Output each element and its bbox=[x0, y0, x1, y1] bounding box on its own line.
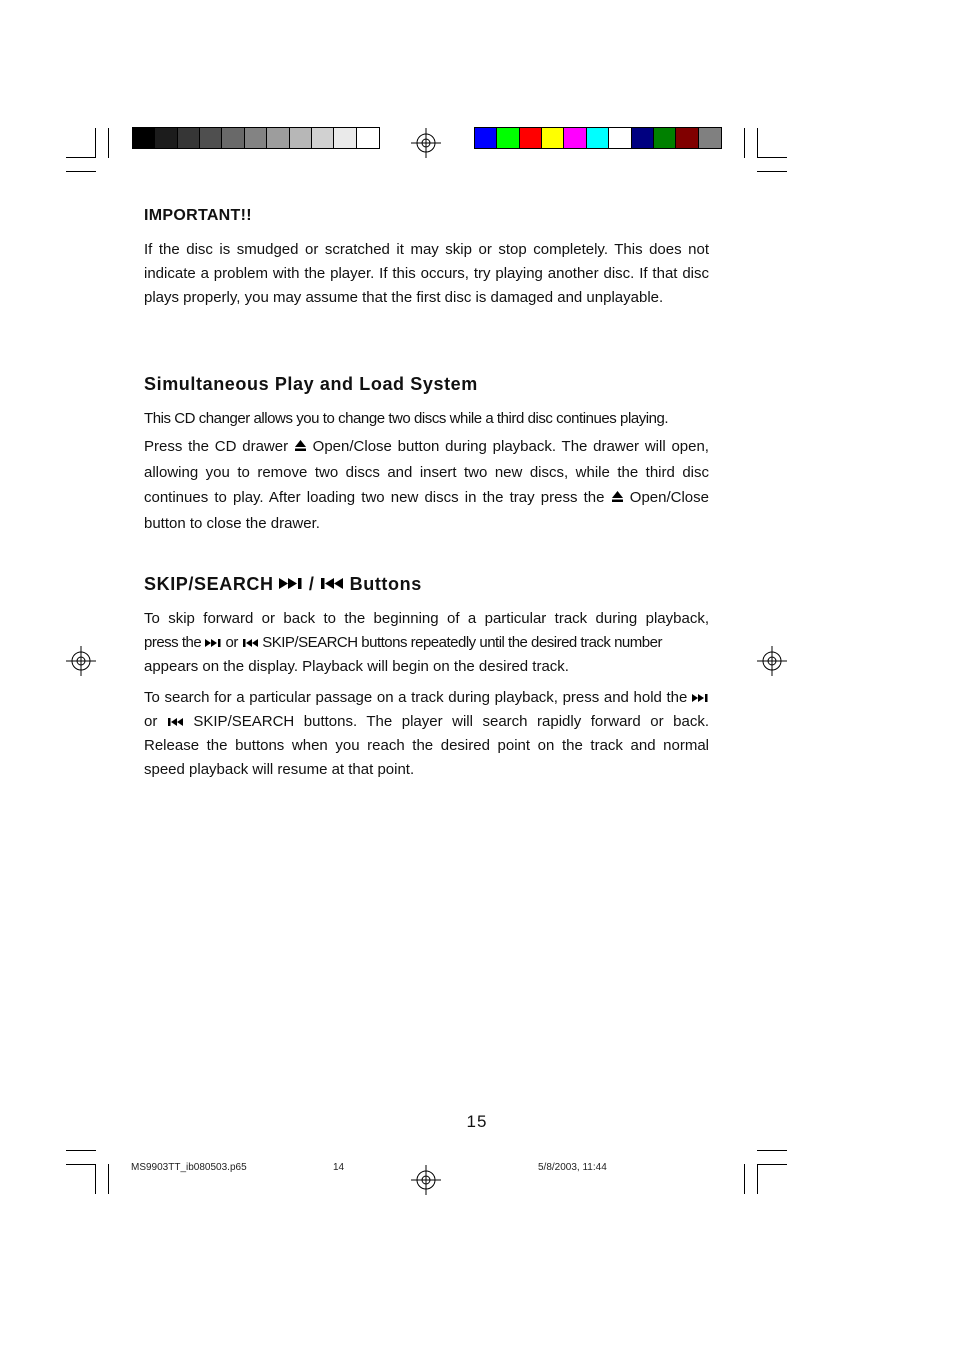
gray-swatch bbox=[290, 128, 312, 148]
gray-swatch bbox=[200, 128, 222, 148]
gray-swatch bbox=[267, 128, 289, 148]
skip-back-icon bbox=[167, 717, 184, 727]
color-swatch bbox=[542, 128, 564, 148]
color-swatch bbox=[520, 128, 542, 148]
gray-swatch bbox=[245, 128, 267, 148]
color-calibration-bar bbox=[474, 127, 722, 149]
simultaneous-paragraph: Press the CD drawer Open/Close button during playback. The drawer will open, allowing you to remove two discs and insert two new discs, while the third disc continues to play. After loading two new discs in the tray press the Open/Close button to close the drawer. bbox=[144, 438, 709, 532]
gray-swatch bbox=[357, 128, 379, 148]
gray-swatch bbox=[312, 128, 334, 148]
color-swatch bbox=[676, 128, 698, 148]
simultaneous-heading: Simultaneous Play and Load System bbox=[144, 374, 478, 394]
gray-swatch bbox=[222, 128, 244, 148]
color-swatch bbox=[475, 128, 497, 148]
important-heading: IMPORTANT!! bbox=[144, 207, 252, 224]
color-swatch bbox=[587, 128, 609, 148]
skip-forward-icon bbox=[205, 638, 222, 648]
registration-mark-icon bbox=[66, 646, 96, 676]
footer-sheet-number: 14 bbox=[333, 1162, 345, 1173]
registration-mark-icon bbox=[757, 646, 787, 676]
grayscale-calibration-bar bbox=[132, 127, 380, 149]
skip-back-icon bbox=[320, 577, 344, 590]
registration-mark-icon bbox=[411, 128, 441, 158]
color-swatch bbox=[654, 128, 676, 148]
color-swatch bbox=[609, 128, 631, 148]
skip-paragraph-1: To skip forward or back to the beginning of a particular track during playback, press the or SKIP/SEARCH buttons repeatedly until the desired track number appears on the display. Playback will begin on the desired track. bbox=[144, 610, 709, 675]
skip-search-heading: SKIP/SEARCH / Buttons bbox=[144, 574, 422, 594]
skip-forward-icon bbox=[692, 693, 709, 703]
footer-datetime: 5/8/2003, 11:44 bbox=[538, 1162, 607, 1173]
color-swatch bbox=[699, 128, 721, 148]
eject-icon bbox=[611, 490, 624, 503]
color-swatch bbox=[564, 128, 586, 148]
skip-paragraph-2: To search for a particular passage on a track during playback, press and hold the or SKIP/SEARCH buttons. The player will search rapidly forward or back. Release the buttons when you reach the desired point on the track and normal speed playback will resume at that point. bbox=[144, 689, 709, 778]
color-swatch bbox=[497, 128, 519, 148]
gray-swatch bbox=[334, 128, 356, 148]
simultaneous-intro: This CD changer allows you to change two discs while a third disc continues playing. bbox=[144, 410, 669, 427]
important-paragraph: If the disc is smudged or scratched it may skip or stop completely. This does not indicate a problem with the player. If this occurs, try playing another disc. If that disc plays properly, you may assume that the first disc is damaged and unplayable. bbox=[144, 241, 709, 306]
skip-back-icon bbox=[242, 638, 259, 648]
footer-filename: MS9903TT_ib080503.p65 bbox=[131, 1162, 247, 1173]
page-number: 15 bbox=[466, 1112, 488, 1131]
eject-icon bbox=[294, 439, 307, 452]
color-swatch bbox=[632, 128, 654, 148]
registration-mark-icon bbox=[411, 1165, 441, 1195]
gray-swatch bbox=[133, 128, 155, 148]
gray-swatch bbox=[155, 128, 177, 148]
skip-forward-icon bbox=[279, 577, 303, 590]
gray-swatch bbox=[178, 128, 200, 148]
